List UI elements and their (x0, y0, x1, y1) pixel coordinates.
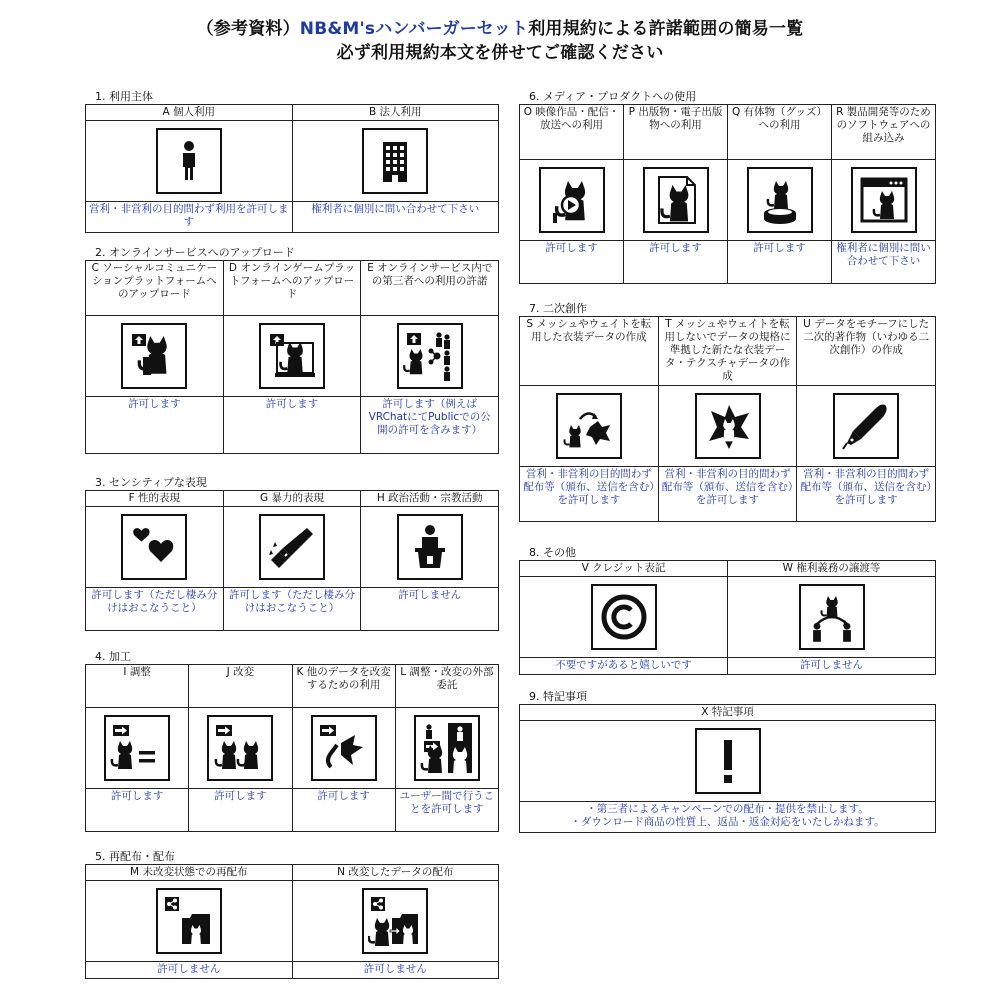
upload-game-icon (259, 323, 325, 389)
item-head: C ソーシャルコミュニケーションプラットフォームへのアップロード (86, 261, 223, 316)
upload-social-icon (121, 323, 187, 389)
item-result: 営利・非営利の目的問わず配布等（頒布、送信を含む）を許可します (523, 468, 655, 506)
section-title: 9. 特記事項 (519, 690, 936, 705)
item-head: H 政治活動・宗教活動 (361, 491, 498, 507)
item-head: F 性的表現 (86, 491, 223, 507)
section-redistribution (85, 850, 499, 979)
item-result: 許可します（ただし棲み分けはおこなうこと） (91, 589, 218, 614)
item-result: 権利者に個別に問い合わせて下さい (836, 242, 931, 267)
tail-use-icon (311, 715, 377, 781)
share-third-party-icon (397, 323, 463, 389)
page-subtitle: 必ず利用規約本文を併せてご確認ください (336, 43, 664, 63)
software-icon (851, 167, 917, 233)
knife-icon (259, 514, 325, 580)
item-result: 許可します (545, 242, 598, 254)
section-online-upload (85, 246, 499, 454)
item-q-goods (728, 105, 832, 283)
section-derivative (519, 302, 936, 522)
title-prefix: （参考資料） (196, 19, 300, 39)
section-title: 1. 利用主体 (85, 90, 499, 105)
item-result: ユーザー間で行うことを許可します (399, 790, 495, 815)
section-title: 3. センシティブな表現 (85, 476, 499, 491)
transfer-rights-icon (799, 584, 865, 650)
item-head: G 暴力的表現 (224, 491, 361, 507)
title-brand: NB&M'sハンバーガーセット (299, 19, 529, 39)
item-result: 権利者に個別に問い合わせて下さい (311, 203, 480, 215)
building-icon (362, 128, 428, 194)
item-result (520, 802, 935, 832)
item-result: 許可します (110, 790, 164, 802)
item-d-game-upload (224, 261, 362, 453)
section-processing (85, 650, 499, 832)
item-p-publication (624, 105, 728, 283)
exclamation-icon (695, 728, 761, 794)
item-head: K 他のデータを改変するための利用 (293, 665, 395, 708)
item-result: 許可します（例えばVRChatにてPublicでの公開の許可を含みます） (368, 398, 491, 436)
item-result: 許可しません (800, 659, 863, 671)
item-h-political (361, 491, 498, 630)
outsource-icon (414, 715, 480, 781)
item-w-rights-transfer (728, 561, 935, 674)
item-f-sexual (86, 491, 224, 630)
item-u-fan-work (797, 317, 935, 521)
item-result: 営利・非営利の目的問わず利用を許可します (89, 203, 289, 228)
section-title: 4. 加工 (85, 650, 499, 665)
item-head: X 特記事項 (520, 705, 935, 721)
item-head: Q 有体物（グッズ）への利用 (728, 105, 831, 160)
section-sensitive (85, 476, 499, 631)
section-title: 5. 再配布・配布 (85, 850, 499, 865)
item-result: 許可しません (363, 963, 427, 975)
item-head: U データをモチーフにした二次的著作物（いわゆる二次創作）の作成 (797, 317, 935, 386)
item-head: T メッシュやウェイトを転用しないでデータの規格に準拠した新たな衣装データ・テクスチャデータの作成 (659, 317, 797, 386)
item-head: I 調整 (86, 665, 188, 708)
section-usage-subject (85, 90, 499, 233)
item-head: M 未改変状態での再配布 (86, 865, 292, 881)
goods-icon (747, 167, 813, 233)
item-result: 許可します (214, 790, 267, 802)
section-other (519, 546, 936, 675)
item-head: S メッシュやウェイトを転用した衣装データの作成 (520, 317, 658, 386)
item-head: R 製品開発等のためのソフトウェアへの組み込み (832, 105, 935, 160)
podium-icon (397, 514, 463, 580)
item-s-mesh-transfer (520, 317, 659, 521)
item-c-social-upload (86, 261, 224, 453)
item-result: 許可します (128, 398, 181, 410)
video-icon (539, 167, 605, 233)
item-t-new-costume (659, 317, 798, 521)
modify-icon (207, 715, 273, 781)
item-result: 許可します (649, 242, 702, 254)
item-head: W 権利義務の譲渡等 (728, 561, 935, 577)
item-head: N 改変したデータの配布 (293, 865, 499, 881)
item-k-other-data (293, 665, 396, 831)
section-title: 6. メディア・プロダクトへの使用 (519, 90, 936, 105)
note-line-1: ・第三者によるキャンペーンでの配布・提供を禁止します。 (586, 803, 869, 815)
item-m-unmodified (86, 865, 293, 978)
item-result: 営利・非営利の目的問わず配布等（頒布、送信を含む）を許可します (661, 468, 794, 506)
item-l-outsource (396, 665, 498, 831)
item-e-third-party (361, 261, 498, 453)
adjust-icon (104, 715, 170, 781)
item-result: 許可しません (398, 589, 462, 601)
item-x-notes (520, 705, 935, 832)
page-title (0, 14, 1000, 39)
distribute-modified-icon (362, 888, 428, 954)
mesh-transfer-icon (556, 393, 622, 459)
section-title: 8. その他 (519, 546, 936, 561)
publication-icon (643, 167, 709, 233)
section-media-product (519, 90, 936, 284)
item-o-video (520, 105, 624, 283)
item-result: 許可します (265, 398, 319, 410)
item-a-personal (86, 105, 293, 232)
item-v-credit (520, 561, 728, 674)
new-costume-icon (695, 393, 761, 459)
section-special-notes (519, 690, 936, 833)
item-head: E オンラインサービス内での第三者への利用の許諾 (361, 261, 498, 316)
copyright-icon (591, 584, 657, 650)
item-result: 許可しません (157, 963, 221, 975)
note-line-2: ・ダウンロード商品の性質上、返品・返金対応をいたしかねます。 (570, 816, 885, 828)
item-j-modify (189, 665, 292, 831)
item-result: 許可します（ただし棲み分けはおこなうこと） (229, 589, 355, 614)
item-head: O 映像作品・配信・放送への利用 (520, 105, 623, 160)
item-n-modified (293, 865, 499, 978)
pen-icon (833, 393, 899, 459)
item-b-corporate (293, 105, 499, 232)
title-suffix: 利用規約による許諾範囲の簡易一覧 (528, 19, 804, 39)
item-head: P 出版物・電子出版物への利用 (624, 105, 727, 160)
section-title: 7. 二次創作 (519, 302, 936, 317)
item-i-adjust (86, 665, 189, 831)
item-head: D オンラインゲームプラットフォームへのアップロード (224, 261, 361, 316)
item-head: V クレジット表記 (520, 561, 727, 577)
item-r-software (832, 105, 935, 283)
item-head: L 調整・改変の外部委託 (396, 665, 498, 708)
item-result: 不要ですがあると嬉しいです (555, 659, 692, 671)
item-g-violent (224, 491, 362, 630)
item-result: 許可します (753, 242, 806, 254)
item-result: 営利・非営利の目的問わず配布等（頒布、送信を含む）を許可します (800, 468, 932, 506)
item-head: B 法人利用 (293, 105, 499, 121)
item-head: J 改変 (189, 665, 291, 708)
item-result: 許可します (317, 790, 370, 802)
item-head: A 個人利用 (86, 105, 292, 121)
redistribute-icon (156, 888, 222, 954)
person-icon (156, 128, 222, 194)
section-title: 2. オンラインサービスへのアップロード (85, 246, 499, 261)
hearts-icon (121, 514, 187, 580)
